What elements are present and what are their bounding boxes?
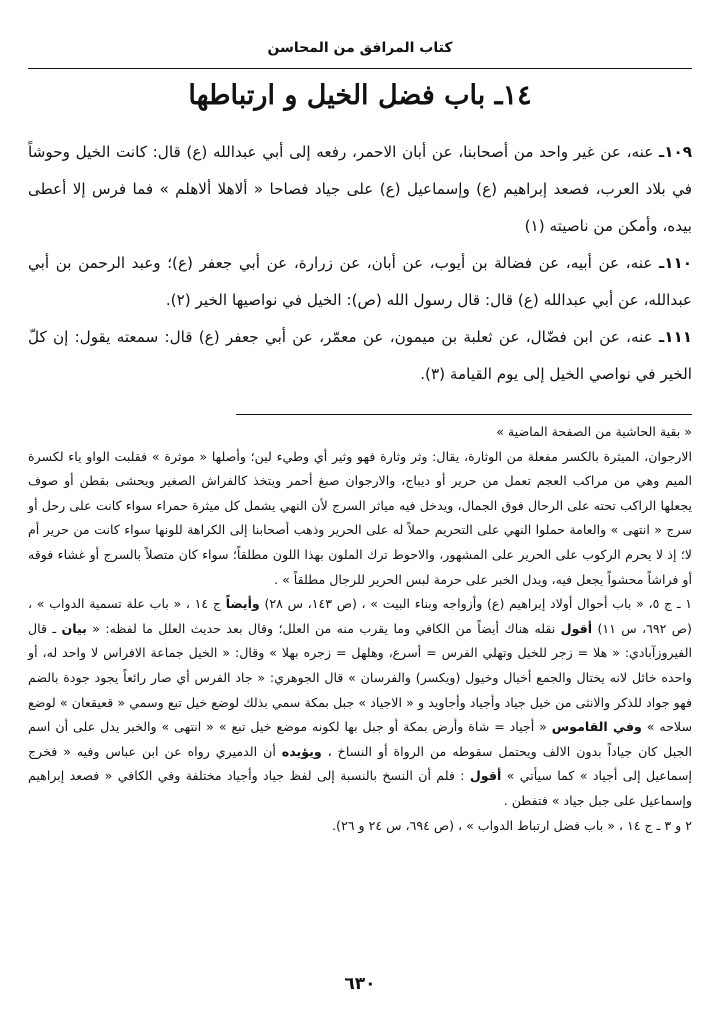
chapter-title: ١٤ـ باب فضل الخيل و ارتباطها — [188, 80, 532, 111]
footnote-1-text4: أن الدميري رواه عن ابن عباس وفيه « فخرج إسماعيل إلى أجياد » كما سيأتي » — [28, 743, 692, 784]
hadith-text: عنه، عن غير واحد من أصحابنا، عن أبان الاحمر، رفعه إلى أبي عبدالله (ع) قال: كانت الخيل وحوشاً في بلاد العرب، فصعد إبراهيم (ع) وإسماعيل (ع) على جياد فصاحا « ألاهلا ألاهلم » فما فرس إلا أعطى بيده، وأمكن من ناصيته (١) — [28, 143, 692, 235]
footnote-1-text2: ـ قال الفيروزآبادي: « هلا = زجر للخيل وتهلي الفرس = أسرع، وهلهل = زجره بهلا » وقال: « الخيل جماعة الافراس لا واحد له، أو واحده خائل لانه يختال والجمع أخيال وخيول (ويكسر) والفرسان » قال الجوهري: « جاد الفرس أي صار رائعاً يجود جودة بالضم فهو جواد للذكر والانثى من خيل جياد وأجياد وأجاويد و « الاجياد » جبل بمكة سمي بذلك لوضع خيل تبع وسمي « قعيقعان » لوضع سلاحه » — [28, 620, 692, 735]
page-number: ٦٣٠ — [344, 974, 376, 994]
footnote-1-ref2: ج ١٤ ، « باب علة تسمية الدواب » ، (ص ٦٩٢، س ١١) — [28, 596, 692, 636]
hadith-section — [28, 134, 692, 393]
footnotes — [28, 420, 692, 838]
footnote-1-ref: ١ ـ ج ٥، « باب أحوال أولاد إبراهيم (ع) وأزواجه وبناء البيت » ، (ص ١٤٣، س ٢٨) — [264, 596, 692, 612]
hadith-text: عنه، عن ابن فضّال، عن ثعلبة بن ميمون، عن معمّر، عن أبي جعفر (ع) قال: سمعته يقول: إن كلّ الخير في نواصي الخيل إلى يوم القيامة (٣). — [28, 328, 692, 383]
footnote-1-aqulu2: أقول — [469, 768, 502, 784]
hadith-text: عنه، عن أبيه، عن فضالة بن أيوب، عن أبان، عن زرارة، عن أبي جعفر (ع)؛ وعبد الرحمن بن أبي عبدالله، عن أبي عبدالله (ع) قال: قال رسول الله (ص): الخيل في نواصيها الخير (٢). — [28, 254, 692, 309]
footnote-continuation-label: « بقية الحاشية من الصفحة الماضية » — [496, 424, 692, 439]
hadith-number: ١١٠ـ — [659, 254, 693, 272]
footnote-divider — [236, 414, 692, 415]
hadith-109 — [28, 134, 692, 245]
document-page — [28, 14, 692, 1004]
header-rule — [28, 68, 692, 69]
footnote-1-also: وأيضاً — [225, 596, 260, 612]
footnote-continuation: الارجوان، الميثرة بالكسر مفعلة من الوثارة، يقال: وثر وثارة فهو وثير أي وطيء لين؛ وأصلها « موثرة » فقلبت الواو ياء لكسرة الميم وهي من مراكب العجم تعمل من حرير أو ديباج، والارجوان صبغ أحمر ويتخذ كالفراش الصغير ويحشى بقطن أو صوف يجعلها الراكب تحته على الرحال فوق الجمال، ويدخل فيه مياثر السرج لأن النهي يشمل كل ميثرة حمراء سواء كانت على رحل أو سرج « انتهى » والعامة حملوا النهي على التحريم حملاً له على الحرير وذهب أصحابنا إلى الكراهة للونها سواء كانت من حرير أم لا؛ إذ لا يحرم الركوب على الحرير على المشهور، والاحوط ترك الملون بهذا اللون مطلقاً؛ سواء كان متصلاً بالسرج أو غشاء فوقه أو فراشاً محشواً يجعل فيه، ويدل الخبر على حرمة لبس الحرير للرجال مطلقاً » . — [28, 448, 692, 587]
footnote-1-qamus: وفي القاموس — [551, 719, 642, 735]
running-head: كتاب المرافق من المحاسن — [267, 40, 453, 56]
hadith-110 — [28, 245, 692, 319]
footnote-2-3: ٢ و ٣ ـ ج ١٤ ، « باب فضل ارتباط الدواب » ، (ص ٦٩٤، س ٢٤ و ٢٦). — [332, 817, 692, 833]
hadith-number: ١١١ـ — [658, 328, 692, 346]
footnote-1-yuayyid: ويؤيده — [281, 743, 322, 759]
footnote-1-bayan: بيان — [61, 620, 87, 636]
footnote-1 — [28, 592, 692, 813]
hadith-number: ١٠٩ـ — [659, 143, 693, 161]
footnote-1-text: نقله هناك أيضاً من الكافي وما يقرب منه من العلل؛ وقال بعد حديث العلل ما لفظه: « — [92, 620, 556, 636]
hadith-111 — [28, 319, 692, 393]
footnote-1-text3: « أجياد = شاة وأرض بمكة أو جبل بها لكونه موضع خيل تبع » « انتهى » والخبر يدل على أن اسم الجبل كان جياداً بدون الالف ويحتمل سقوطه من الرواة أو النساخ ، — [28, 719, 692, 759]
footnote-1-text5: : فلم أن النسخ بالنسبة إلى لفظ جياد وأجياد مختلفة وفي الكافي « فصعد إبراهيم وإسماعيل على جبل جياد » فتفطن . — [28, 768, 692, 808]
footnote-1-aqulu: أقول — [560, 620, 593, 636]
